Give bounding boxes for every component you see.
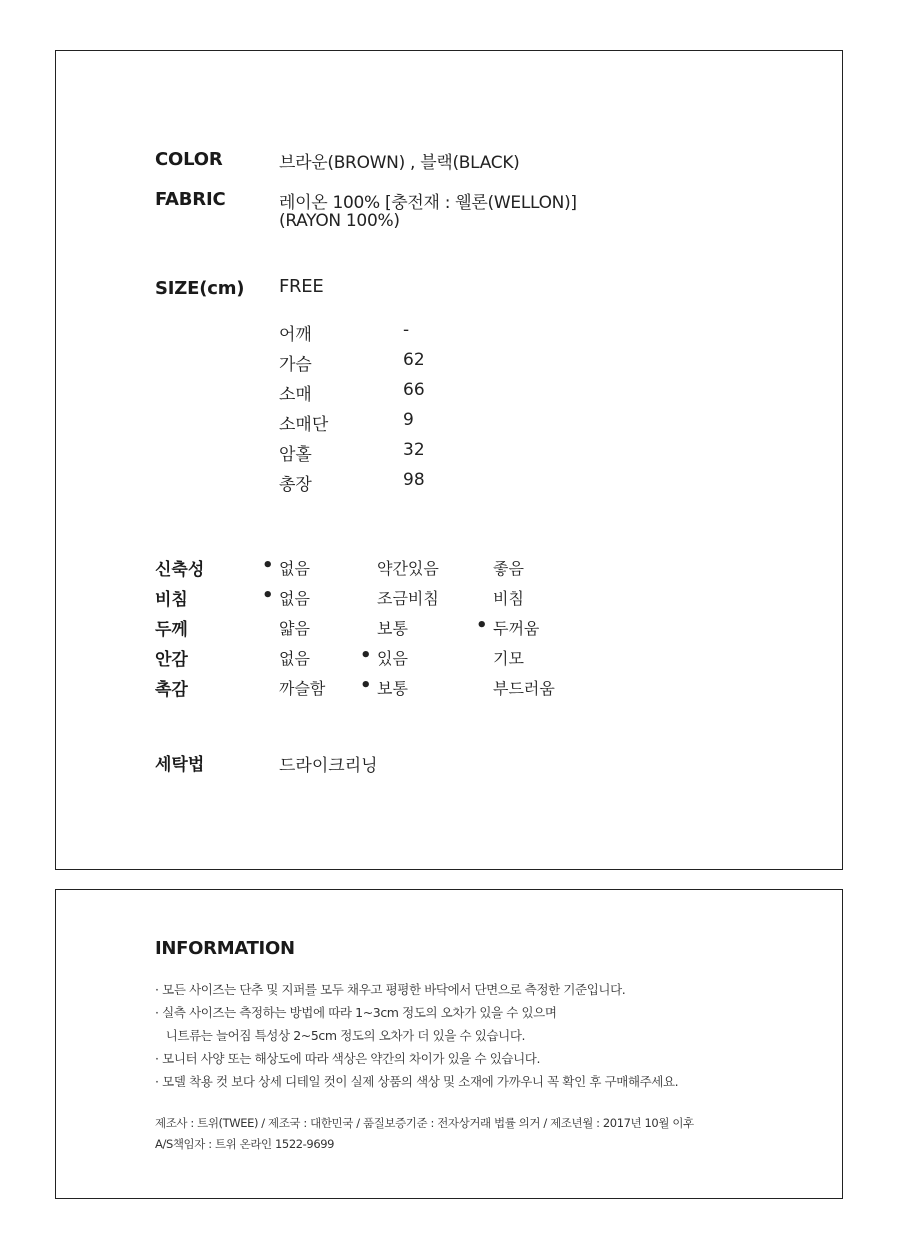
property-option: • 없음 xyxy=(279,556,310,579)
size-row-name: 가슴 xyxy=(279,355,312,375)
property-option: 얇음 xyxy=(279,619,310,638)
property-label-elasticity: 신축성 xyxy=(155,560,205,580)
size-value: FREE xyxy=(279,276,324,297)
size-row-value: - xyxy=(403,320,410,340)
info-note: · 모든 사이즈는 단추 및 지퍼를 모두 채우고 평평한 바닥에서 단면으로 측정한 기준입니다. xyxy=(155,982,626,997)
info-note: 니트류는 늘어짐 특성상 2~5cm 정도의 오차가 더 있을 수 있습니다. xyxy=(155,1028,526,1043)
property-option: 없음 xyxy=(279,649,310,668)
fabric-value-line2: (RAYON 100%) xyxy=(279,211,400,231)
property-option: • 있음 xyxy=(377,646,408,669)
size-row-value: 9 xyxy=(403,410,414,430)
property-label-texture: 촉감 xyxy=(155,680,188,700)
as-contact-info: A/S책임자 : 트위 온라인 1522-9699 xyxy=(155,1137,335,1151)
property-label-lining: 안감 xyxy=(155,650,188,670)
size-row-value: 98 xyxy=(403,470,425,490)
color-label: COLOR xyxy=(155,149,223,170)
info-note: · 실측 사이즈는 측정하는 방법에 따라 1~3cm 정도의 오차가 있을 수 있으며 xyxy=(155,1005,557,1020)
fabric-label: FABRIC xyxy=(155,189,226,210)
size-row-value: 66 xyxy=(403,380,425,400)
property-option: • 없음 xyxy=(279,586,310,609)
property-option: 약간있음 xyxy=(377,559,439,578)
property-option: 부드러움 xyxy=(493,679,555,698)
color-value: 브라운(BROWN) , 블랙(BLACK) xyxy=(279,153,520,173)
size-label: SIZE(cm) xyxy=(155,278,245,299)
size-row-name: 총장 xyxy=(279,475,312,495)
size-row-name: 소매단 xyxy=(279,415,329,435)
size-row-name: 소매 xyxy=(279,385,312,405)
information-panel xyxy=(55,889,843,1199)
property-option: 보통 xyxy=(377,619,408,638)
fabric-value-line1: 레이온 100% [충전재 : 웰론(WELLON)] xyxy=(279,193,577,213)
spec-panel xyxy=(55,50,843,870)
size-row-name: 어깨 xyxy=(279,325,312,345)
property-option: 비침 xyxy=(493,589,524,608)
size-row-name: 암홀 xyxy=(279,445,312,465)
property-option: 조금비침 xyxy=(377,589,439,608)
washing-value: 드라이크리닝 xyxy=(279,756,378,776)
manufacturer-info: 제조사 : 트위(TWEE) / 제조국 : 대한민국 / 품질보증기준 : 전자상거래 법률 의거 / 제조년월 : 2017년 10월 이후 xyxy=(155,1116,694,1130)
info-note: · 모니터 사양 또는 해상도에 따라 색상은 약간의 차이가 있을 수 있습니다. xyxy=(155,1051,541,1066)
size-row-value: 32 xyxy=(403,440,425,460)
property-option: • 두꺼움 xyxy=(493,616,539,639)
property-label-transparency: 비침 xyxy=(155,590,188,610)
property-option: • 보통 xyxy=(377,676,408,699)
property-option: 까슬함 xyxy=(279,679,326,698)
washing-label: 세탁법 xyxy=(155,755,205,775)
property-option: 기모 xyxy=(493,649,524,668)
property-option: 좋음 xyxy=(493,559,524,578)
info-note: · 모델 착용 컷 보다 상세 디테일 컷이 실제 상품의 색상 및 소재에 가까우니 꼭 확인 후 구매해주세요. xyxy=(155,1074,679,1089)
size-row-value: 62 xyxy=(403,350,425,370)
property-label-thickness: 두께 xyxy=(155,620,188,640)
information-title: INFORMATION xyxy=(155,938,295,959)
